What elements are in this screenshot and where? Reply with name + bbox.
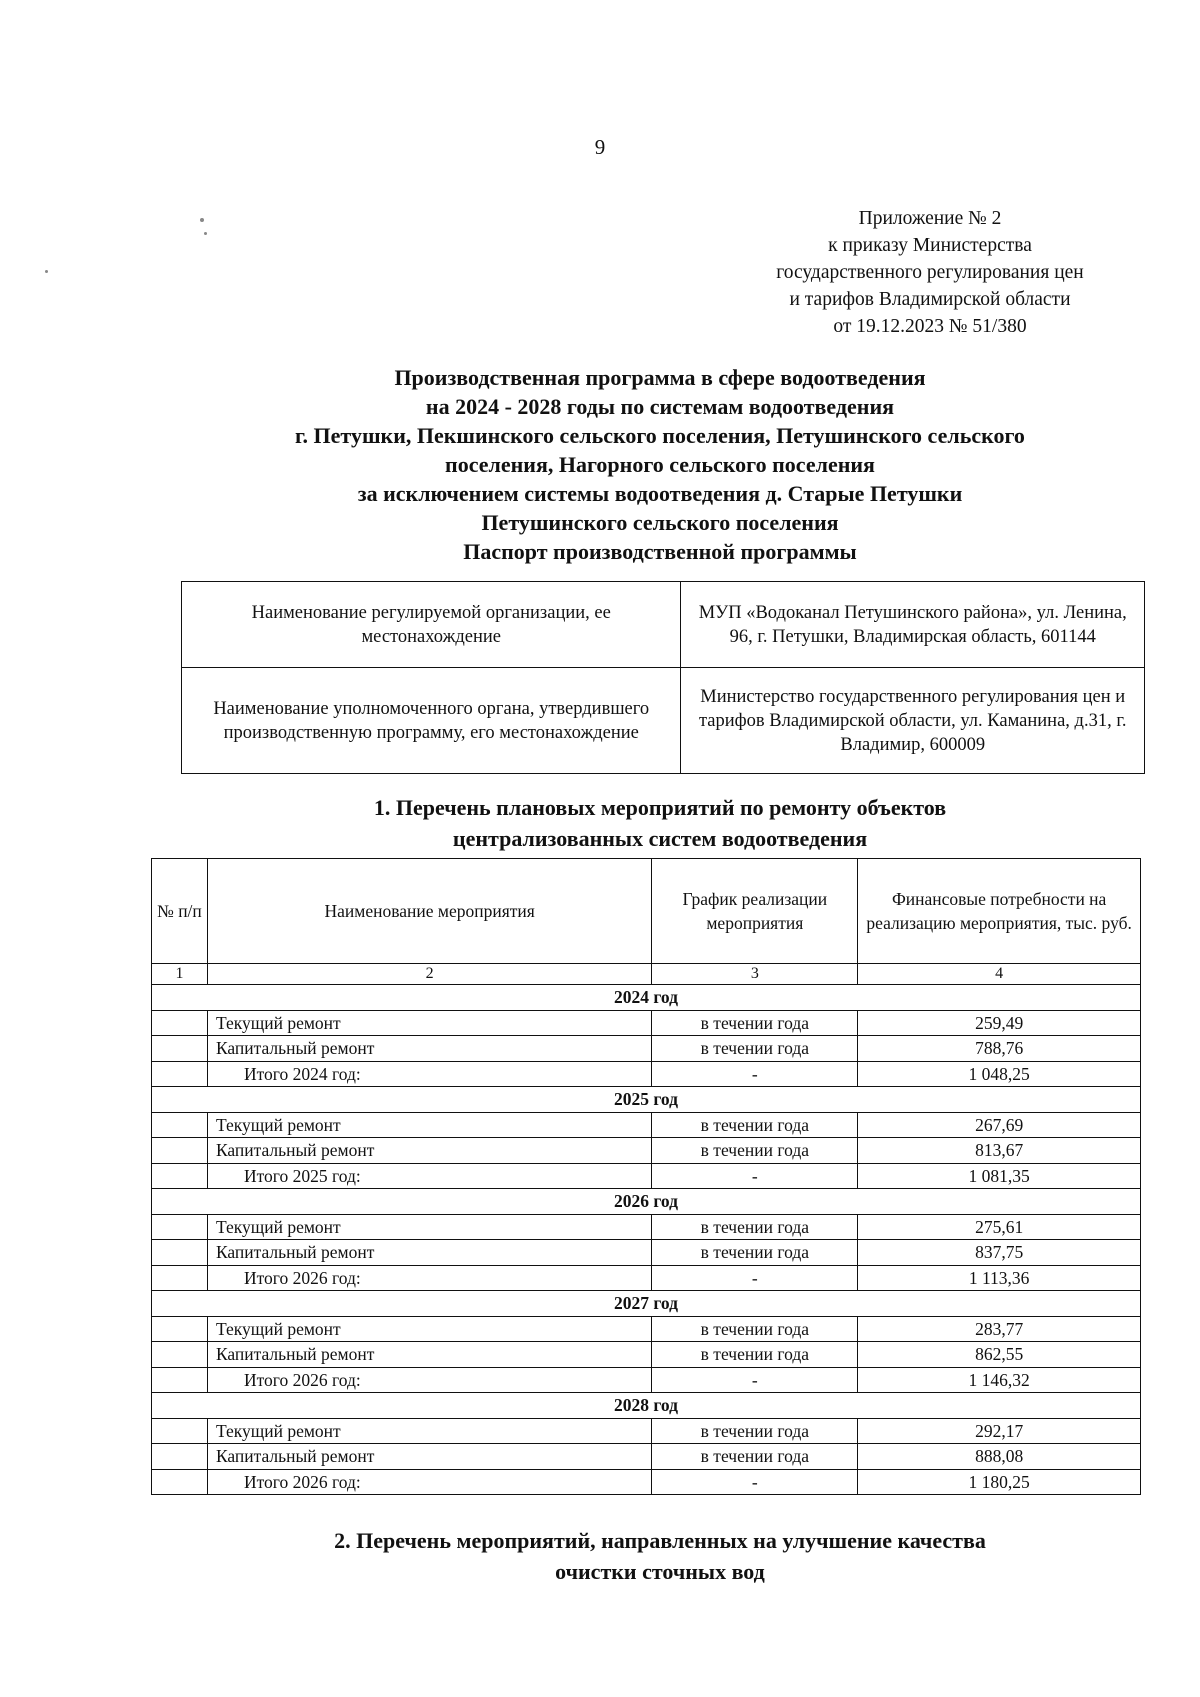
row-name: Текущий ремонт: [207, 1010, 651, 1036]
column-number-row: [152, 964, 1141, 985]
annex-line: к приказу Министерства: [828, 235, 1032, 256]
row-schedule: в течении года: [652, 1010, 858, 1036]
row-number: [152, 1316, 208, 1342]
row-number: [152, 1061, 208, 1087]
passport-label: Наименование регулируемой организации, ее местонахождение: [182, 582, 681, 668]
total-name: Итого 2026 год:: [207, 1469, 651, 1495]
row-schedule: в течении года: [652, 1418, 858, 1444]
year-label: 2024 год: [152, 985, 1141, 1011]
passport-value: Министерство государственного регулирования цен и тарифов Владимирской области, ул. Каманина, д.31, г. Владимир, 600009: [681, 668, 1145, 774]
row-sum: 837,75: [858, 1240, 1141, 1266]
header-schedule: График реализации мероприятия: [652, 859, 858, 964]
row-name: Текущий ремонт: [207, 1418, 651, 1444]
row-name: Капитальный ремонт: [207, 1138, 651, 1164]
row-number: [152, 1418, 208, 1444]
title-line: за исключением системы водоотведения д. Старые Петушки: [357, 481, 963, 506]
row-number: [152, 1444, 208, 1470]
section-line: очистки сточных вод: [555, 1559, 765, 1584]
row-sum: 292,17: [858, 1418, 1141, 1444]
year-row: [152, 1291, 1141, 1317]
column-number: 4: [858, 964, 1141, 985]
scan-speck: [204, 232, 207, 235]
year-label: 2026 год: [152, 1189, 1141, 1215]
total-row: [152, 1061, 1141, 1087]
annex-line: Приложение № 2: [858, 208, 1002, 229]
row-sum: 275,61: [858, 1214, 1141, 1240]
title-line: Производственная программа в сфере водоотведения: [394, 365, 926, 390]
year-row: [152, 1189, 1141, 1215]
year-label: 2025 год: [152, 1087, 1141, 1113]
row-number: [152, 1036, 208, 1062]
title-line: Паспорт производственной программы: [463, 539, 857, 564]
table-row: [152, 1214, 1141, 1240]
row-schedule: в течении года: [652, 1342, 858, 1368]
table-row: [152, 1316, 1141, 1342]
table-row: [152, 1036, 1141, 1062]
total-sum: 1 113,36: [858, 1265, 1141, 1291]
page-number: 9: [594, 135, 606, 159]
total-row: [152, 1163, 1141, 1189]
row-number: [152, 1469, 208, 1495]
total-sum: 1 180,25: [858, 1469, 1141, 1495]
row-sum: 788,76: [858, 1036, 1141, 1062]
column-number: 1: [152, 964, 208, 985]
total-name: Итого 2026 год:: [207, 1265, 651, 1291]
row-name: Текущий ремонт: [207, 1214, 651, 1240]
total-sum: 1 048,25: [858, 1061, 1141, 1087]
year-row: [152, 985, 1141, 1011]
total-sum: 1 146,32: [858, 1367, 1141, 1393]
passport-row: [182, 582, 1145, 668]
year-label: 2028 год: [152, 1393, 1141, 1419]
section-line: централизованных систем водоотведения: [452, 826, 868, 851]
total-row: [152, 1367, 1141, 1393]
header-finance: Финансовые потребности на реализацию мероприятия, тыс. руб.: [858, 859, 1141, 964]
section-1-heading: [120, 792, 1200, 854]
title-line: Петушинского сельского поселения: [481, 510, 839, 535]
row-sum: 813,67: [858, 1138, 1141, 1164]
year-label: 2027 год: [152, 1291, 1141, 1317]
row-sum: 283,77: [858, 1316, 1141, 1342]
total-name: Итого 2024 год:: [207, 1061, 651, 1087]
table-row: [152, 1342, 1141, 1368]
title-line: на 2024 - 2028 годы по системам водоотведения: [425, 394, 895, 419]
row-number: [152, 1342, 208, 1368]
table-row: [152, 1444, 1141, 1470]
title-line: г. Петушки, Пекшинского сельского поселения, Петушинского сельского: [295, 423, 1025, 448]
row-name: Капитальный ремонт: [207, 1342, 651, 1368]
section-line: 1. Перечень плановых мероприятий по ремонту объектов: [373, 795, 947, 820]
header-number: № п/п: [152, 859, 208, 964]
row-name: Капитальный ремонт: [207, 1036, 651, 1062]
row-sum: 259,49: [858, 1010, 1141, 1036]
column-number: 3: [652, 964, 858, 985]
table-row: [152, 1010, 1141, 1036]
scan-speck: [45, 270, 48, 273]
table-row: [152, 1240, 1141, 1266]
total-name: Итого 2025 год:: [207, 1163, 651, 1189]
events-table: [151, 858, 1141, 1495]
total-sum: 1 081,35: [858, 1163, 1141, 1189]
annex-line: и тарифов Владимирской области: [789, 289, 1071, 310]
passport-table: [181, 581, 1145, 774]
year-row: [152, 1087, 1141, 1113]
total-name: Итого 2026 год:: [207, 1367, 651, 1393]
row-number: [152, 1240, 208, 1266]
row-schedule: в течении года: [652, 1316, 858, 1342]
table-header-row: [152, 859, 1141, 964]
row-name: Капитальный ремонт: [207, 1444, 651, 1470]
section-line: 2. Перечень мероприятий, направленных на улучшение качества: [334, 1528, 986, 1553]
row-name: Капитальный ремонт: [207, 1240, 651, 1266]
total-schedule: -: [652, 1061, 858, 1087]
row-schedule: в течении года: [652, 1240, 858, 1266]
row-schedule: в течении года: [652, 1138, 858, 1164]
annex-header: [720, 205, 1140, 340]
row-schedule: в течении года: [652, 1214, 858, 1240]
row-sum: 862,55: [858, 1342, 1141, 1368]
row-number: [152, 1112, 208, 1138]
passport-value: МУП «Водоканал Петушинского района», ул. Ленина, 96, г. Петушки, Владимирская область, 601144: [681, 582, 1145, 668]
total-schedule: -: [652, 1163, 858, 1189]
row-name: Текущий ремонт: [207, 1316, 651, 1342]
section-2-heading: [120, 1525, 1200, 1587]
year-row: [152, 1393, 1141, 1419]
total-schedule: -: [652, 1367, 858, 1393]
title-line: поселения, Нагорного сельского поселения: [445, 452, 875, 477]
row-name: Текущий ремонт: [207, 1112, 651, 1138]
row-number: [152, 1163, 208, 1189]
column-number: 2: [207, 964, 651, 985]
row-sum: 888,08: [858, 1444, 1141, 1470]
row-number: [152, 1214, 208, 1240]
row-number: [152, 1265, 208, 1291]
total-schedule: -: [652, 1265, 858, 1291]
row-schedule: в течении года: [652, 1444, 858, 1470]
passport-label: Наименование уполномоченного органа, утвердившего производственную программу, его местонахождение: [182, 668, 681, 774]
row-number: [152, 1138, 208, 1164]
scan-speck: [200, 218, 204, 222]
row-sum: 267,69: [858, 1112, 1141, 1138]
total-row: [152, 1265, 1141, 1291]
table-row: [152, 1418, 1141, 1444]
document-title: [130, 363, 1190, 566]
row-number: [152, 1010, 208, 1036]
row-schedule: в течении года: [652, 1112, 858, 1138]
row-number: [152, 1367, 208, 1393]
annex-line: от 19.12.2023 № 51/380: [833, 316, 1027, 337]
table-row: [152, 1112, 1141, 1138]
total-schedule: -: [652, 1469, 858, 1495]
row-schedule: в течении года: [652, 1036, 858, 1062]
total-row: [152, 1469, 1141, 1495]
annex-line: государственного регулирования цен: [776, 262, 1084, 283]
passport-row: [182, 668, 1145, 774]
table-row: [152, 1138, 1141, 1164]
header-name: Наименование мероприятия: [207, 859, 651, 964]
